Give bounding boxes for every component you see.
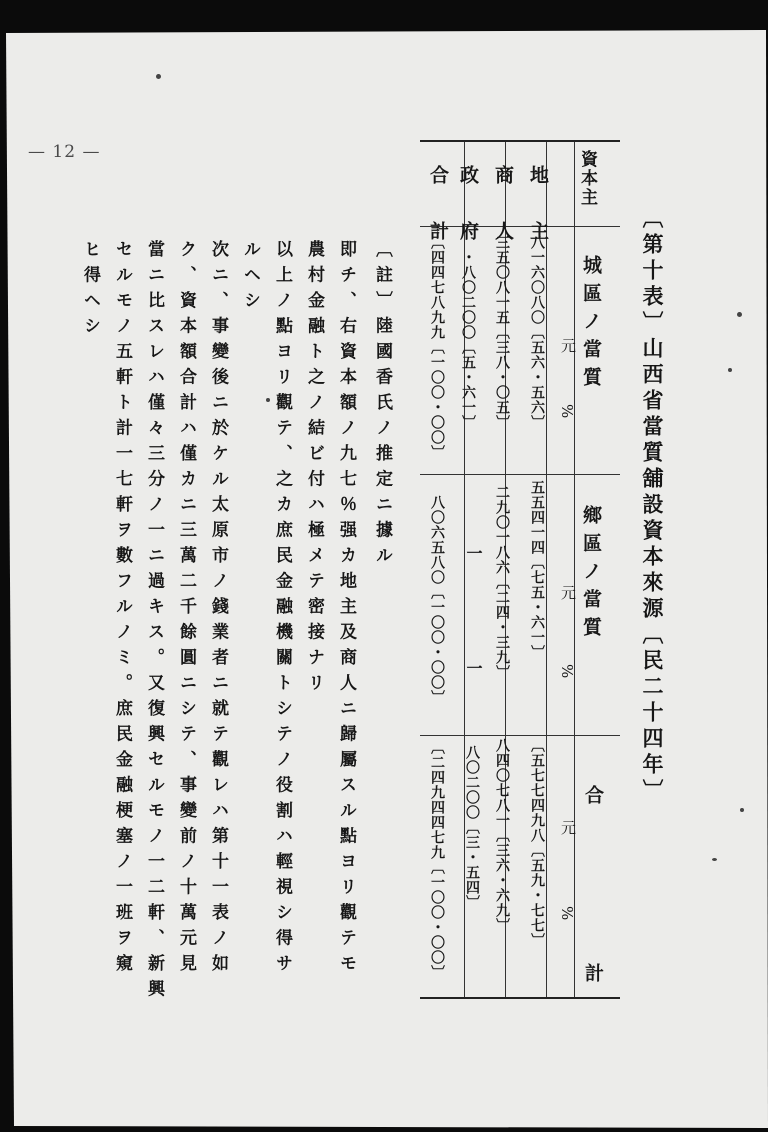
col-city-unit-yuan: 元 <box>559 338 577 359</box>
col-header-village: 鄉區ノ當質 <box>580 505 602 645</box>
col-total-unit-yuan: 元 <box>559 820 577 841</box>
col-village-unit-pct: % <box>558 664 576 685</box>
row-label-merchant: 商 人 <box>492 165 514 249</box>
cell-landlord-total: 〔五七七四九八〔五九・七七〕 <box>529 738 545 948</box>
note-line-6: 次ニ、事變後ニ於ケル太原市ノ錢業者ニ就テ觀レハ第十一表ノ如 <box>208 240 228 980</box>
row-label-government: 政 府 <box>457 165 479 249</box>
scan-speck <box>156 74 161 79</box>
cell-government-village-dash: 一 <box>464 660 483 677</box>
note-line-2: 即チ、右資本額ノ九七％强カ地主及商人ニ歸屬スル點ヨリ觀テモ <box>336 240 356 980</box>
cell-government-village: 一 <box>464 545 483 562</box>
column-rule-1 <box>420 474 620 475</box>
note-line-9: セルモノ五軒ト計一七軒ヲ數フルノミ。庶民金融梗塞ノ一班ヲ窺 <box>112 240 132 980</box>
cell-total-total: 〔二四九四四七九〔一〇〇・〇〇〕 <box>429 740 445 980</box>
cell-landlord-city: 八一六〇八〇〔五六・五六〕 <box>529 235 545 430</box>
cell-total-village: 八〇六五八〇〔一〇〇・〇〇〕 <box>429 495 445 705</box>
page-number: — 12 — <box>28 142 101 162</box>
col-header-total: 合 計 <box>582 785 604 1052</box>
scan-speck <box>266 398 270 402</box>
col-total-unit-pct: % <box>558 906 576 927</box>
scan-speck <box>740 808 744 812</box>
row-rule-4 <box>574 142 575 997</box>
note-line-3: 農村金融ト之ノ結ビ付ハ極メテ密接ナリ <box>304 240 324 699</box>
note-line-8: 當ニ比スレハ僅々三分ノ一ニ過キス。又復興セルモノ一二軒、新興 <box>144 240 164 1005</box>
row-label-total: 合 計 <box>427 165 449 249</box>
note-line-7: ク、資本額合計ハ僅カニ三萬二千餘圓ニシテ、事變前ノ十萬元見 <box>176 240 196 980</box>
cell-landlord-village: 五五四一四〔七五・六一〕 <box>529 480 545 660</box>
row-label-landlord: 地 主 <box>527 165 549 249</box>
cell-total-city: 〔四四七八九九〔一〇〇・〇〇〕 <box>429 235 445 460</box>
col-village-unit-yuan: 元 <box>559 585 577 606</box>
header-capital-owner: 資本主 <box>577 150 597 207</box>
cell-government-city: ・八〇二〇〇〔五・六一〕 <box>460 250 476 430</box>
table-title: 〔第十表〕山西省當質舖設資本來源〔民二十四年〕 <box>640 207 665 805</box>
cell-merchant-total: 八四〇七八一〔三六・六九〕 <box>494 738 510 933</box>
note-line-10: ヒ得ヘシ <box>80 240 100 342</box>
note-line-4: 以上ノ點ヨリ觀テ、之カ庶民金融機關トシテノ役割ハ輕視シ得サ <box>272 240 292 980</box>
cell-merchant-city: 三五〇八一五〔三八・〇五〕 <box>494 235 510 430</box>
scan-speck <box>728 368 732 372</box>
scan-speck <box>712 858 717 861</box>
column-rule-2 <box>420 735 620 736</box>
scan-speck <box>737 312 742 317</box>
cell-merchant-village: 二九〇一八六〔二四・三九〕 <box>494 485 510 680</box>
col-city-unit-pct: % <box>558 404 576 425</box>
col-header-city: 城區ノ當質 <box>580 255 602 395</box>
note-line-5: ルヘシ <box>240 240 260 317</box>
cell-government-total: 八〇二〇〇〔三・五四〕 <box>464 745 480 910</box>
note-line-1: 〔註〕陸國香氏ノ推定ニ據ル <box>372 240 392 572</box>
